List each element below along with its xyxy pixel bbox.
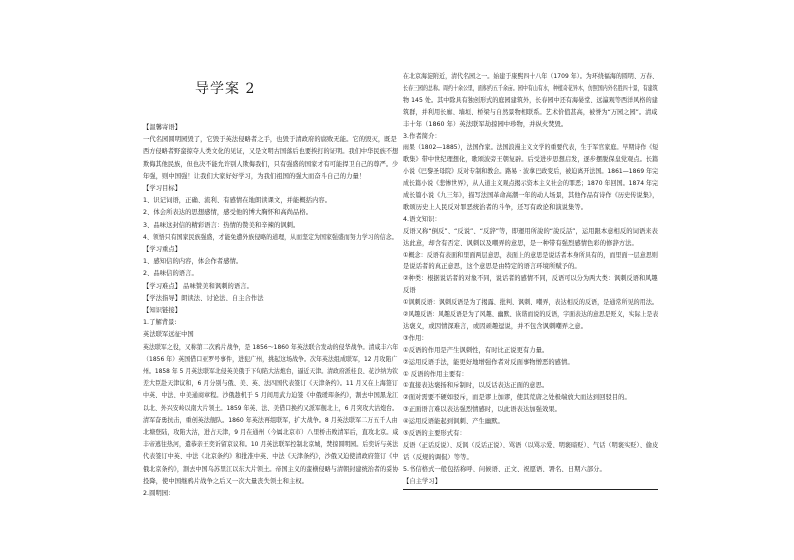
left-line: 【温馨寄语】 bbox=[143, 124, 182, 131]
right-line: ⑤反语的主要形式有： bbox=[403, 430, 466, 437]
left-line: 英法联军之役，又称第二次鸦片战争，是 1856～1860 年英法联合发动的侵华战争。清咸丰六年 bbox=[143, 343, 399, 351]
right-line: ②面对需要不硬如驳斥，而是谬上加谬，使其荒唐之处极端放大而达到回驳目的。 bbox=[403, 394, 631, 402]
left-line: 丰帝逃往热河，遣恭亲王奕䜣留京议和。10 月英法联军控制北京城，焚掠圆明园。后奕䜣与英法 bbox=[143, 441, 399, 449]
right-line: 【自主学习】 bbox=[403, 477, 442, 485]
left-line: 3、品味这封信的精彩语言：热情的赞美和辛辣的讽刺。 bbox=[143, 221, 300, 229]
right-line: 物 145 处。其中除具有独创形式的庭园建筑外，长春园中还有海晏堂、远瀛观等西洋风格的建 bbox=[403, 96, 658, 104]
left-line: 以北、外兴安岭以南大片领土。1859 年英、法、美借口换约又派军舰北上，6 月突攻大沽炮台。 bbox=[143, 404, 399, 412]
right-line: 歌颂历史上人民反对罪恶统治者的斗争，还写有政论和演说集等。 bbox=[403, 203, 588, 211]
left-line: 英法联军远征中国 bbox=[143, 331, 194, 339]
right-line: 长春三园的总称。周约十余公里，面积约五千余亩。园中有山有水，种植奇花异木，仿照国内外名胜四十景，有建筑 bbox=[403, 84, 658, 92]
right-line: 3.作者简介： bbox=[403, 132, 441, 140]
right-line: ②运用反语手法，能更好地增强作者对反面事物憎恶的感情。 bbox=[403, 358, 574, 366]
right-line: 反语又称“倒反”、“反说”、“反辞”等，即運用所說的“說反話”，运用跟本意相反的词语来表 bbox=[403, 227, 658, 235]
left-line: 欺侮其他民族，但也决不能允许别人欺侮我们，只有强盛的国家才有可能捍卫自己的尊严。少 bbox=[143, 160, 399, 168]
right-line: 成长篇小说《九三年》，描写法国革命高潮一年的动人场景，其他作品有诗作《历史传说集》， bbox=[403, 192, 659, 199]
right-line: 反语（正话反说）、反讽（反话正说）、骂语（以骂示爱、明褒暗贬）、气话（明褒实贬）、偷皮 bbox=[403, 441, 659, 449]
left-line: 差大臣赴天津议和，6 月分别与俄、美、英、法四国代表签订《天津条约》。11 月又在上海签订 bbox=[143, 380, 398, 388]
right-line: 是说话者的真正意思，这个意思是由特定的语言环境所赋予的。 bbox=[403, 263, 581, 271]
left-line: 年强，则中国强！让我们大家好好学习，为我们祖国的强大而奋斗自己的力量！ bbox=[143, 172, 366, 180]
right-line: ①直接表达褒扬和斥制时，以反话表达正面的意思。 bbox=[403, 382, 549, 390]
right-line: 成长篇小说《悲惨世界》，从人道主义观点揭示资本主义社会的罪恶；1870 年回国。1874 年完 bbox=[403, 180, 659, 188]
left-line: 清军奋勇抗击，重创英法舰队。1860 年英法再组联军，扩大战争。8 月英法联军二万五千人由 bbox=[143, 416, 398, 424]
right-line: ①反语的作用是产生讽刺性，有时比正说更有力量。 bbox=[403, 346, 549, 354]
right-line: 达此意，却含有否定、讽刺以及嘲弄的意思，是一种带有强烈感情色彩的修辞方法。 bbox=[403, 239, 638, 247]
left-line: 一代名园圆明园毁了，它毁于英法侵略者之手，也毁于清政府的腐败无能。它的毁灭，既是 bbox=[143, 136, 397, 144]
left-line: 2.圆明园： bbox=[143, 490, 175, 497]
page-title: 导学案 2 bbox=[195, 81, 256, 97]
right-line: ① 反语的作用主要有： bbox=[403, 370, 468, 378]
right-line: 雨果（1802—1885），法国作家。法国浪漫主义文学的重要代表，生于军官家庭。早期诗作《短 bbox=[403, 144, 659, 152]
right-line: 歌集》带中世纪理想化，歌颂波旁王朝复辟。后受进步思想启发，逐步摆脱保皇党观点。长篇 bbox=[403, 156, 659, 164]
left-line: 2、品味信的语言。 bbox=[143, 270, 198, 278]
right-line: 丰十年（1860 年）英法联军劫掠园中珍物，并纵火焚毁。 bbox=[403, 120, 568, 128]
left-line: 【学法指导】朗读法、讨论法、自主合作法 bbox=[143, 294, 264, 302]
left-line: 【知识链接】 bbox=[143, 307, 182, 314]
left-line: 2、体会所表达的思想感情，感受他的博大胸怀和高尚品格。 bbox=[143, 209, 313, 217]
left-line: 代表签订中英、中法《北京条约》和批准中英、中法《天津条约》，沙俄又迫使清政府签订《中 bbox=[143, 453, 399, 461]
left-line: 北塘登陆，攻陷大沽，进占天津，9 月在通州（今属北京市）八里桥击败清军后，直攻北京。咸 bbox=[143, 429, 399, 436]
right-line: ③作用： bbox=[403, 334, 428, 342]
right-line: ①概念：反语有表面和里面两层意思，表面上的意思是说话者本身所具有的，而里面一层意思则 bbox=[403, 251, 659, 259]
left-line: 俄北京条约》，割去中国乌苏里江以东大片领土。帝国主义的蛮横侵略与清朝封建统治者的妥协 bbox=[143, 465, 399, 473]
left-line: 中英、中法、中美通商章程。沙俄趁机于 5 月间用武力迫签《中俄瑷珲条约》，割去中国黑龙江 bbox=[143, 392, 399, 400]
right-line: ②种类：根据说话者的对象不同，说话者的感情不同，反语可以分为两大类：讽刺反语和风趣 bbox=[403, 275, 658, 283]
left-line: 【学习难点】 品味赞美和讽刺的语言。 bbox=[143, 282, 253, 290]
right-line: 小说《巴黎圣母院》反对专制和教会。路易 · 波拿巴政变后，被迫离开法国。1861—1869 年完 bbox=[403, 168, 659, 176]
left-line: 西方侵略者野蛮掠夺人类文化的见证，又是文明古国落后也要挨打的证明。我们中华民族不想 bbox=[143, 148, 399, 156]
right-line: 达褒义，或因情深难言，或因顽趣逗说，并不包含讽刺嘲弄之意。 bbox=[403, 322, 588, 330]
left-line: 【学习目标】 bbox=[143, 185, 182, 192]
left-line: 【学习重点】 bbox=[143, 246, 182, 253]
right-line: ①讽刺反语：讽刺反语是为了揭露、批判、讽刺、嘲弄，表达相反的反语，是通常所见的用法。 bbox=[403, 299, 659, 307]
left-line: （1856 年）英国借口亚罗号事件，进犯广州，挑起这场战争。次年英法组成联军，12 月攻陷广 bbox=[143, 355, 398, 363]
left-line: 4、领悟只有国家民族强盛，才能免遭外族侵略的道理，从而坚定为国家强盛而努力学习的信念。 bbox=[143, 233, 398, 241]
left-line: 1.了解背景: bbox=[143, 319, 177, 327]
right-line: 反语 bbox=[403, 287, 416, 295]
left-line: 1、识记词语，正确、流利、有感情在地朗读课文，并能概括内容。 bbox=[143, 197, 332, 205]
right-line: 5.书信格式一般包括称呼、问候语、正文、祝愿语、署名、日期六部分。 bbox=[403, 465, 606, 473]
left-line: 州。1858 年 5 月英法联军北侵英美俄于下旬陷大沽炮台，逼近天津。清政府派桂良、花沙纳为钦 bbox=[143, 368, 399, 375]
left-line: 投降，使中国继鸦片战争之后又一次大量丧失领土和主权。 bbox=[143, 477, 309, 485]
right-line: ③正面语言难以表达强烈情感时，以此语表达加强效果。 bbox=[403, 406, 562, 414]
right-line: 4.语文知识： bbox=[403, 215, 441, 223]
right-line: ④运用反语能起到讽刺、产生幽默。 bbox=[403, 418, 504, 426]
right-line: 筑群，并利用长廊、墙垣、桥梁与自然景物相联系。艺术价值甚高，被誉为“万园之园”。清咸 bbox=[403, 108, 658, 116]
left-line: 1、感知信的内容，体会作者感情。 bbox=[143, 258, 243, 266]
right-line: 在北京海淀附近，清代名园之一。始建于康熙四十八年（1709 年）。为环绕福海的圆明、万春、 bbox=[403, 73, 659, 80]
right-line: 话（反规的调侃）等等。 bbox=[403, 453, 473, 461]
self-study-underline bbox=[403, 489, 658, 490]
right-line: ②风趣反语：风趣反语是为了风趣、幽默、诙谐而说的反语，字面表达的意思是贬义，实际上是表 bbox=[403, 311, 659, 318]
